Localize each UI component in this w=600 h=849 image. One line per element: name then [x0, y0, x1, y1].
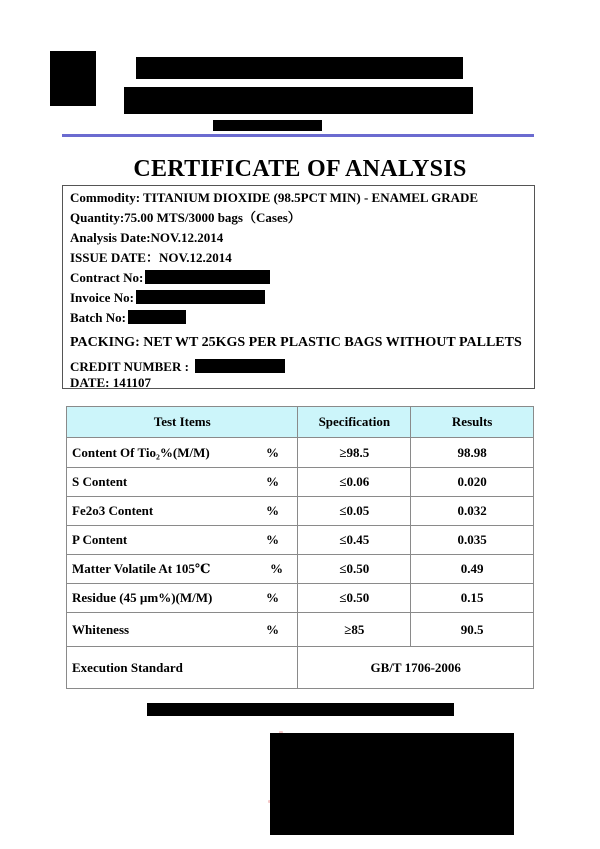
header-rule — [62, 134, 534, 137]
commodity-line: Commodity: TITANIUM DIOXIDE (98.5PCT MIN) - ENAMEL GRADE — [70, 190, 479, 205]
document-title: CERTIFICATE OF ANALYSIS — [133, 156, 467, 182]
unit-cell: % — [266, 503, 279, 518]
company-address-redacted — [124, 87, 473, 114]
result-cell: 0.020 — [411, 468, 534, 497]
table-row — [67, 613, 534, 647]
specification-cell: ≤0.05 — [298, 497, 411, 526]
company-contact-redacted — [213, 120, 322, 131]
test-item-cell — [67, 555, 298, 584]
test-item-name: Matter Volatile At 105℃ — [72, 561, 211, 576]
issuer-name-redacted — [147, 703, 454, 716]
batch-number-line — [70, 310, 186, 326]
specification-cell: ≤0.50 — [298, 555, 411, 584]
specification-cell: ≤0.06 — [298, 468, 411, 497]
specification-cell: ≤0.45 — [298, 526, 411, 555]
company-name-redacted — [136, 57, 463, 79]
credit-number-label: CREDIT NUMBER : — [70, 359, 189, 374]
test-item-name: Whiteness — [72, 621, 130, 637]
test-item-name: Residue (45 µm%)(M/M) — [72, 590, 213, 605]
column-header-results: Results — [411, 407, 534, 438]
execution-standard-label: Execution Standard — [67, 647, 298, 689]
test-item-name: P Content — [72, 532, 128, 547]
logo-redacted — [50, 51, 96, 106]
test-item-name: Content Of Tio₂%(M/M) — [72, 444, 210, 460]
test-item-cell — [67, 438, 298, 468]
table-row — [67, 497, 534, 526]
issue-date-line: ISSUE DATE：NOV.12.2014 — [70, 250, 232, 265]
column-header-specification: Specification — [298, 407, 411, 438]
unit-cell: % — [266, 621, 279, 637]
table-row — [67, 584, 534, 613]
test-item-cell — [67, 613, 298, 647]
execution-standard-value: GB/T 1706-2006 — [298, 647, 534, 689]
table-row — [67, 468, 534, 497]
result-cell: 0.032 — [411, 497, 534, 526]
date-line: DATE: 141107 — [70, 375, 152, 390]
contract-number-label: Contract No: — [70, 270, 144, 285]
invoice-number-line — [70, 290, 265, 306]
result-cell: 90.5 — [411, 613, 534, 647]
result-cell: 0.15 — [411, 584, 534, 613]
unit-cell: % — [266, 444, 279, 460]
unit-cell: % — [266, 532, 279, 547]
execution-standard-row — [67, 647, 534, 689]
specification-cell: ≤0.50 — [298, 584, 411, 613]
packing-line: PACKING: NET WT 25KGS PER PLASTIC BAGS WITHOUT PALLETS — [70, 335, 522, 350]
test-item-cell — [67, 584, 298, 613]
unit-cell: % — [266, 590, 279, 605]
specification-cell: ≥85 — [298, 613, 411, 647]
test-item-cell — [67, 468, 298, 497]
result-cell: 98.98 — [411, 438, 534, 468]
test-item-cell — [67, 497, 298, 526]
credit-number-redacted — [195, 359, 285, 373]
unit-cell: % — [270, 561, 283, 576]
table-row — [67, 438, 534, 468]
batch-number-redacted — [128, 310, 186, 324]
quantity-line: Quantity:75.00 MTS/3000 bags（Cases） — [70, 210, 301, 225]
credit-number-line — [70, 359, 285, 375]
analysis-date-line: Analysis Date:NOV.12.2014 — [70, 230, 224, 245]
result-cell: 0.035 — [411, 526, 534, 555]
shipment-details-box — [62, 185, 535, 389]
result-cell: 0.49 — [411, 555, 534, 584]
invoice-number-label: Invoice No: — [70, 290, 134, 305]
test-item-cell — [67, 526, 298, 555]
company-stamp-redacted — [270, 733, 514, 835]
column-header-test-items: Test Items — [67, 407, 298, 438]
batch-number-label: Batch No: — [70, 310, 126, 325]
table-row — [67, 526, 534, 555]
invoice-number-redacted — [136, 290, 265, 304]
contract-number-redacted — [145, 270, 270, 284]
test-item-name: S Content — [72, 474, 128, 489]
table-row — [67, 555, 534, 584]
specification-cell: ≥98.5 — [298, 438, 411, 468]
unit-cell: % — [266, 474, 279, 489]
analysis-results-table — [66, 406, 534, 689]
contract-number-line — [70, 270, 270, 286]
table-header-row — [67, 407, 534, 438]
test-item-name: Fe2o3 Content — [72, 503, 154, 518]
